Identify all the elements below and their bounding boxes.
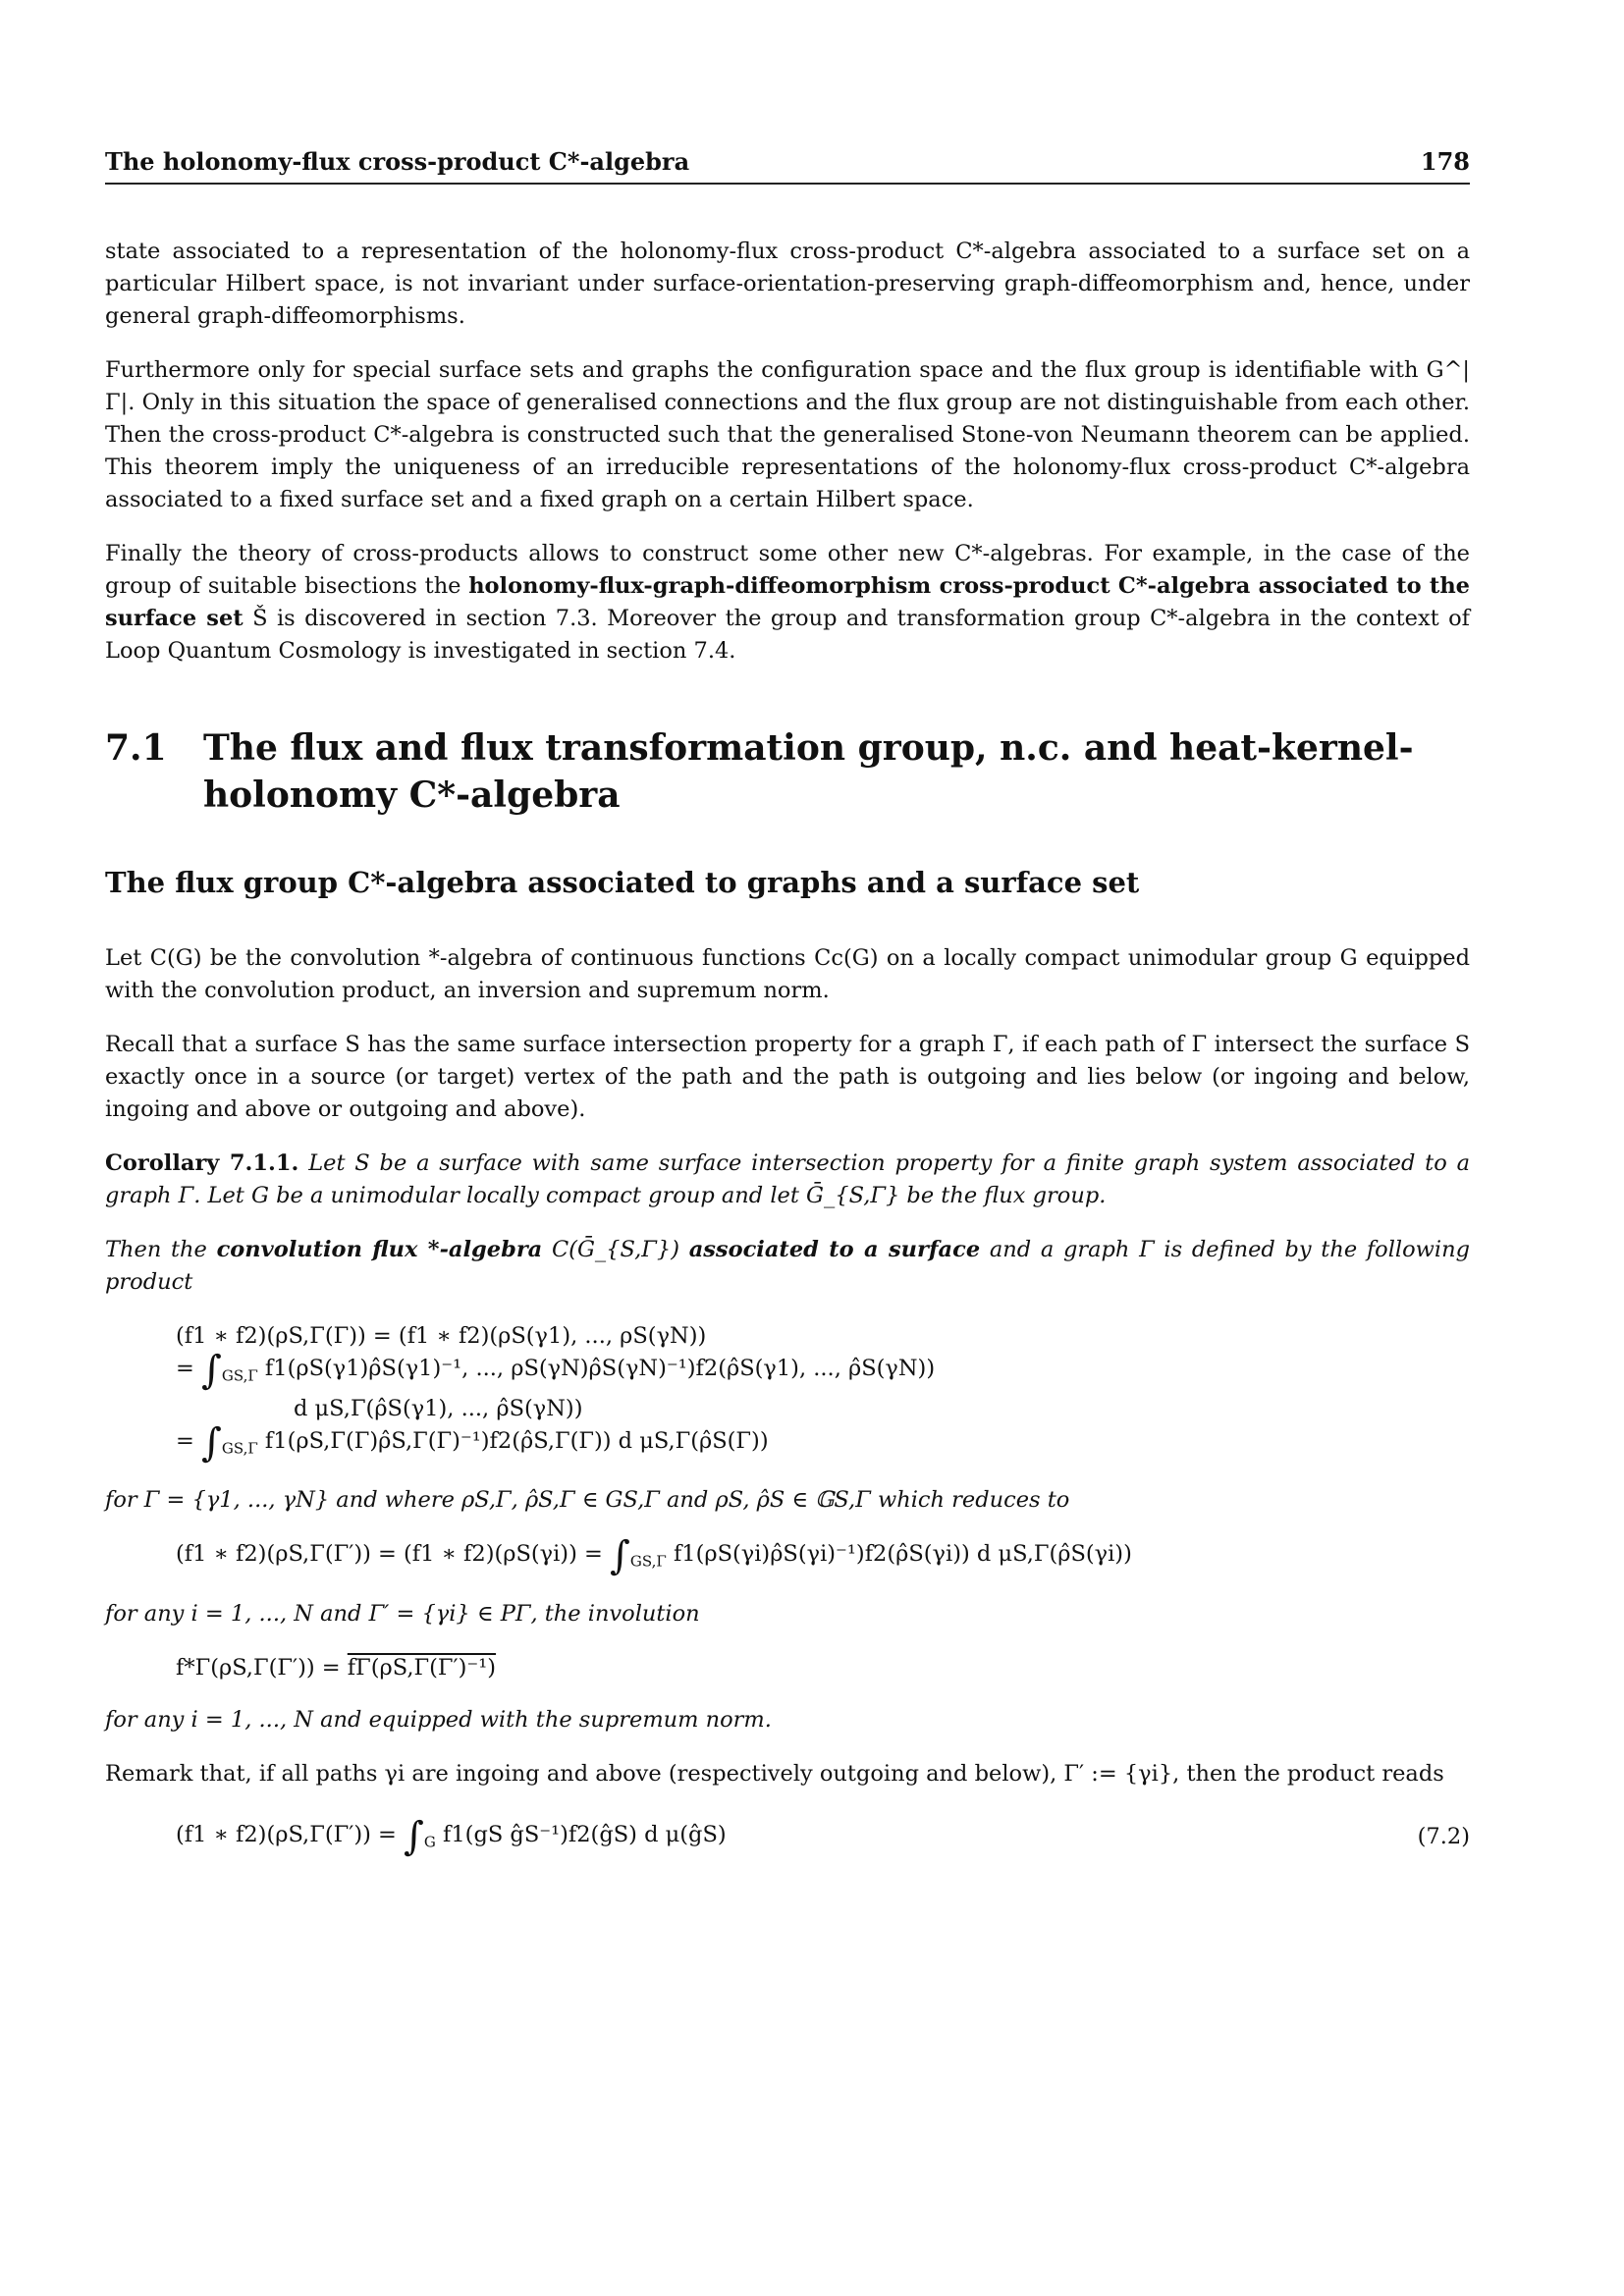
running-header [105,147,1470,176]
equation-reduced: (f1 ∗ f2)(ρS,Γ(Γ′)) = (f1 ∗ $f2)(\rho S(\gamma i)) = \int_{GS,\Gamma}$ f1(ρS(γi)ρ̂S(γi)⁻¹)f2(ρ̂S(γi)) d μS,Γ(ρ̂S(γi)) [176,1533,1132,1578]
equation-line-1: (f1 ∗ f2)(ρS,Γ(Γ)) = (f1 ∗ f2)(ρS(γ1), ..., ρS(γN)) [176,1323,707,1349]
equation-line-2: = $\int_{GS,\Gamma}$ f1(ρS(γ1)ρ̂S(γ1)⁻¹, ..., ρS(γN)ρ̂S(γN)⁻¹)f2(ρ̂S(γ1), ..., ρ̂S(γN)) [176,1348,936,1393]
equation-involution: f*Γ(ρS,Γ(Γ′)) = fΓ(ρS,Γ(Γ′)⁻¹) [176,1654,497,1681]
paragraph-3: Finally the theory of cross-products allows to construct some other new C*-algebras. For example, in the case of the group of suitable bisections the holonomy-flux-graph-diffeomorphism cross-product C*-algebra associated to the surface set Š is discovered in section 7.3. Moreover the group and transformation group C*-algebra in the context of Loop Quantum Cosmology is investigated in section 7.4. [105,541,1471,664]
paragraph-1: state associated to a representation of the holonomy-flux cross-product C*-algebra associated to a surface set on a particular Hilbert space, is not invariant under surface-orientation-preserving graph-diffeomorphism and, hence, under general graph-diffeomorphisms. [105,239,1470,329]
equation-block-1 [176,1320,1470,1465]
remark: Remark that, if all paths γi are ingoing and above (respectively outgoing and below), Γ′ := {γi}, then the product reads [105,1760,1444,1787]
equation-number: (7.2) [1417,1823,1470,1849]
equation-7-2: (f1 ∗ $f2)(\rho S,\Gamma(\Gamma')) = \int_G$ f1(gS ĝS⁻¹)f2(ĝS) d μ(ĝS) (7.2) [176,1813,1470,1859]
page-number: 178 [1420,147,1470,176]
for-any-line-2: for any i = 1, ..., N and equipped with the supremum norm. [105,1706,772,1733]
header-rule [105,183,1470,185]
paragraph-4: Let C(G) be the convolution *-algebra of continuous functions Cc(G) on a locally compact unimodular group G equipped with the convolution product, an inversion and supremum norm. [105,945,1470,1003]
equation-line-3: d μS,Γ(ρ̂S(γ1), ..., ρ̂S(γN)) [294,1395,583,1421]
main-content [105,236,1470,1879]
corollary-text: Let S be a surface with same surface intersection property for a finite graph system associated to a graph Γ. Let G be a unimodular locally compact group and let Ḡ_{S,Γ} be the flux group. [105,1150,1471,1208]
corollary-label: Corollary 7.1.1. [105,1150,299,1176]
section-number: 7.1 [105,727,167,769]
subsection-heading: The flux group C*-algebra associated to graphs and a surface set [105,866,1140,899]
section-heading [105,724,1470,819]
paragraph-5: Recall that a surface S has the same surface intersection property for a graph Γ, if each path of Γ intersect the surface S exactly once in a source (or target) vertex of the path and the path is outgoing and lies below (or ingoing and below, ingoing and above or outgoing and above). [105,1032,1470,1122]
header-title: The holonomy-flux cross-product C*-algebra [105,147,690,176]
for-line: for Γ = {γ1, ..., γN} and where ρS,Γ, ρ̂S,Γ ∈ GS,Γ and ρS, ρ̂S ∈ 𝔾S,Γ which reduces to [105,1487,1070,1513]
corollary-definition: Then the convolution flux *-algebra C(Ḡ_{S,Γ}) associated to a surface and a graph Γ is defined by the following product [105,1237,1471,1295]
corollary [105,1148,1470,1212]
paragraph-2: Furthermore only for special surface sets and graphs the configuration space and the flux group is identifiable with G^|Γ|. Only in this situation the space of generalised connections and the flux group are not distinguishable from each other. Then the cross-product C*-algebra is constructed such that the generalised Stone-von Neumann theorem can be applied. This theorem imply the uniqueness of an irreducible representations of the holonomy-flux cross-product C*-algebra associated to a fixed surface set and a fixed graph on a certain Hilbert space. [105,357,1470,512]
section-title: The flux and flux transformation group, n.c. and heat-kernel-holonomy C*-algebra [203,727,1414,816]
for-any-line-1: for any i = 1, ..., N and Γ′ = {γi} ∈ PΓ, the involution [105,1600,700,1627]
equation-line-4: = $\int_{GS,\Gamma}$ f1(ρS,Γ(Γ)ρ̂S,Γ(Γ)⁻¹)f2(ρ̂S,Γ(Γ)) d μS,Γ(ρ̂S(Γ)) [176,1419,769,1466]
